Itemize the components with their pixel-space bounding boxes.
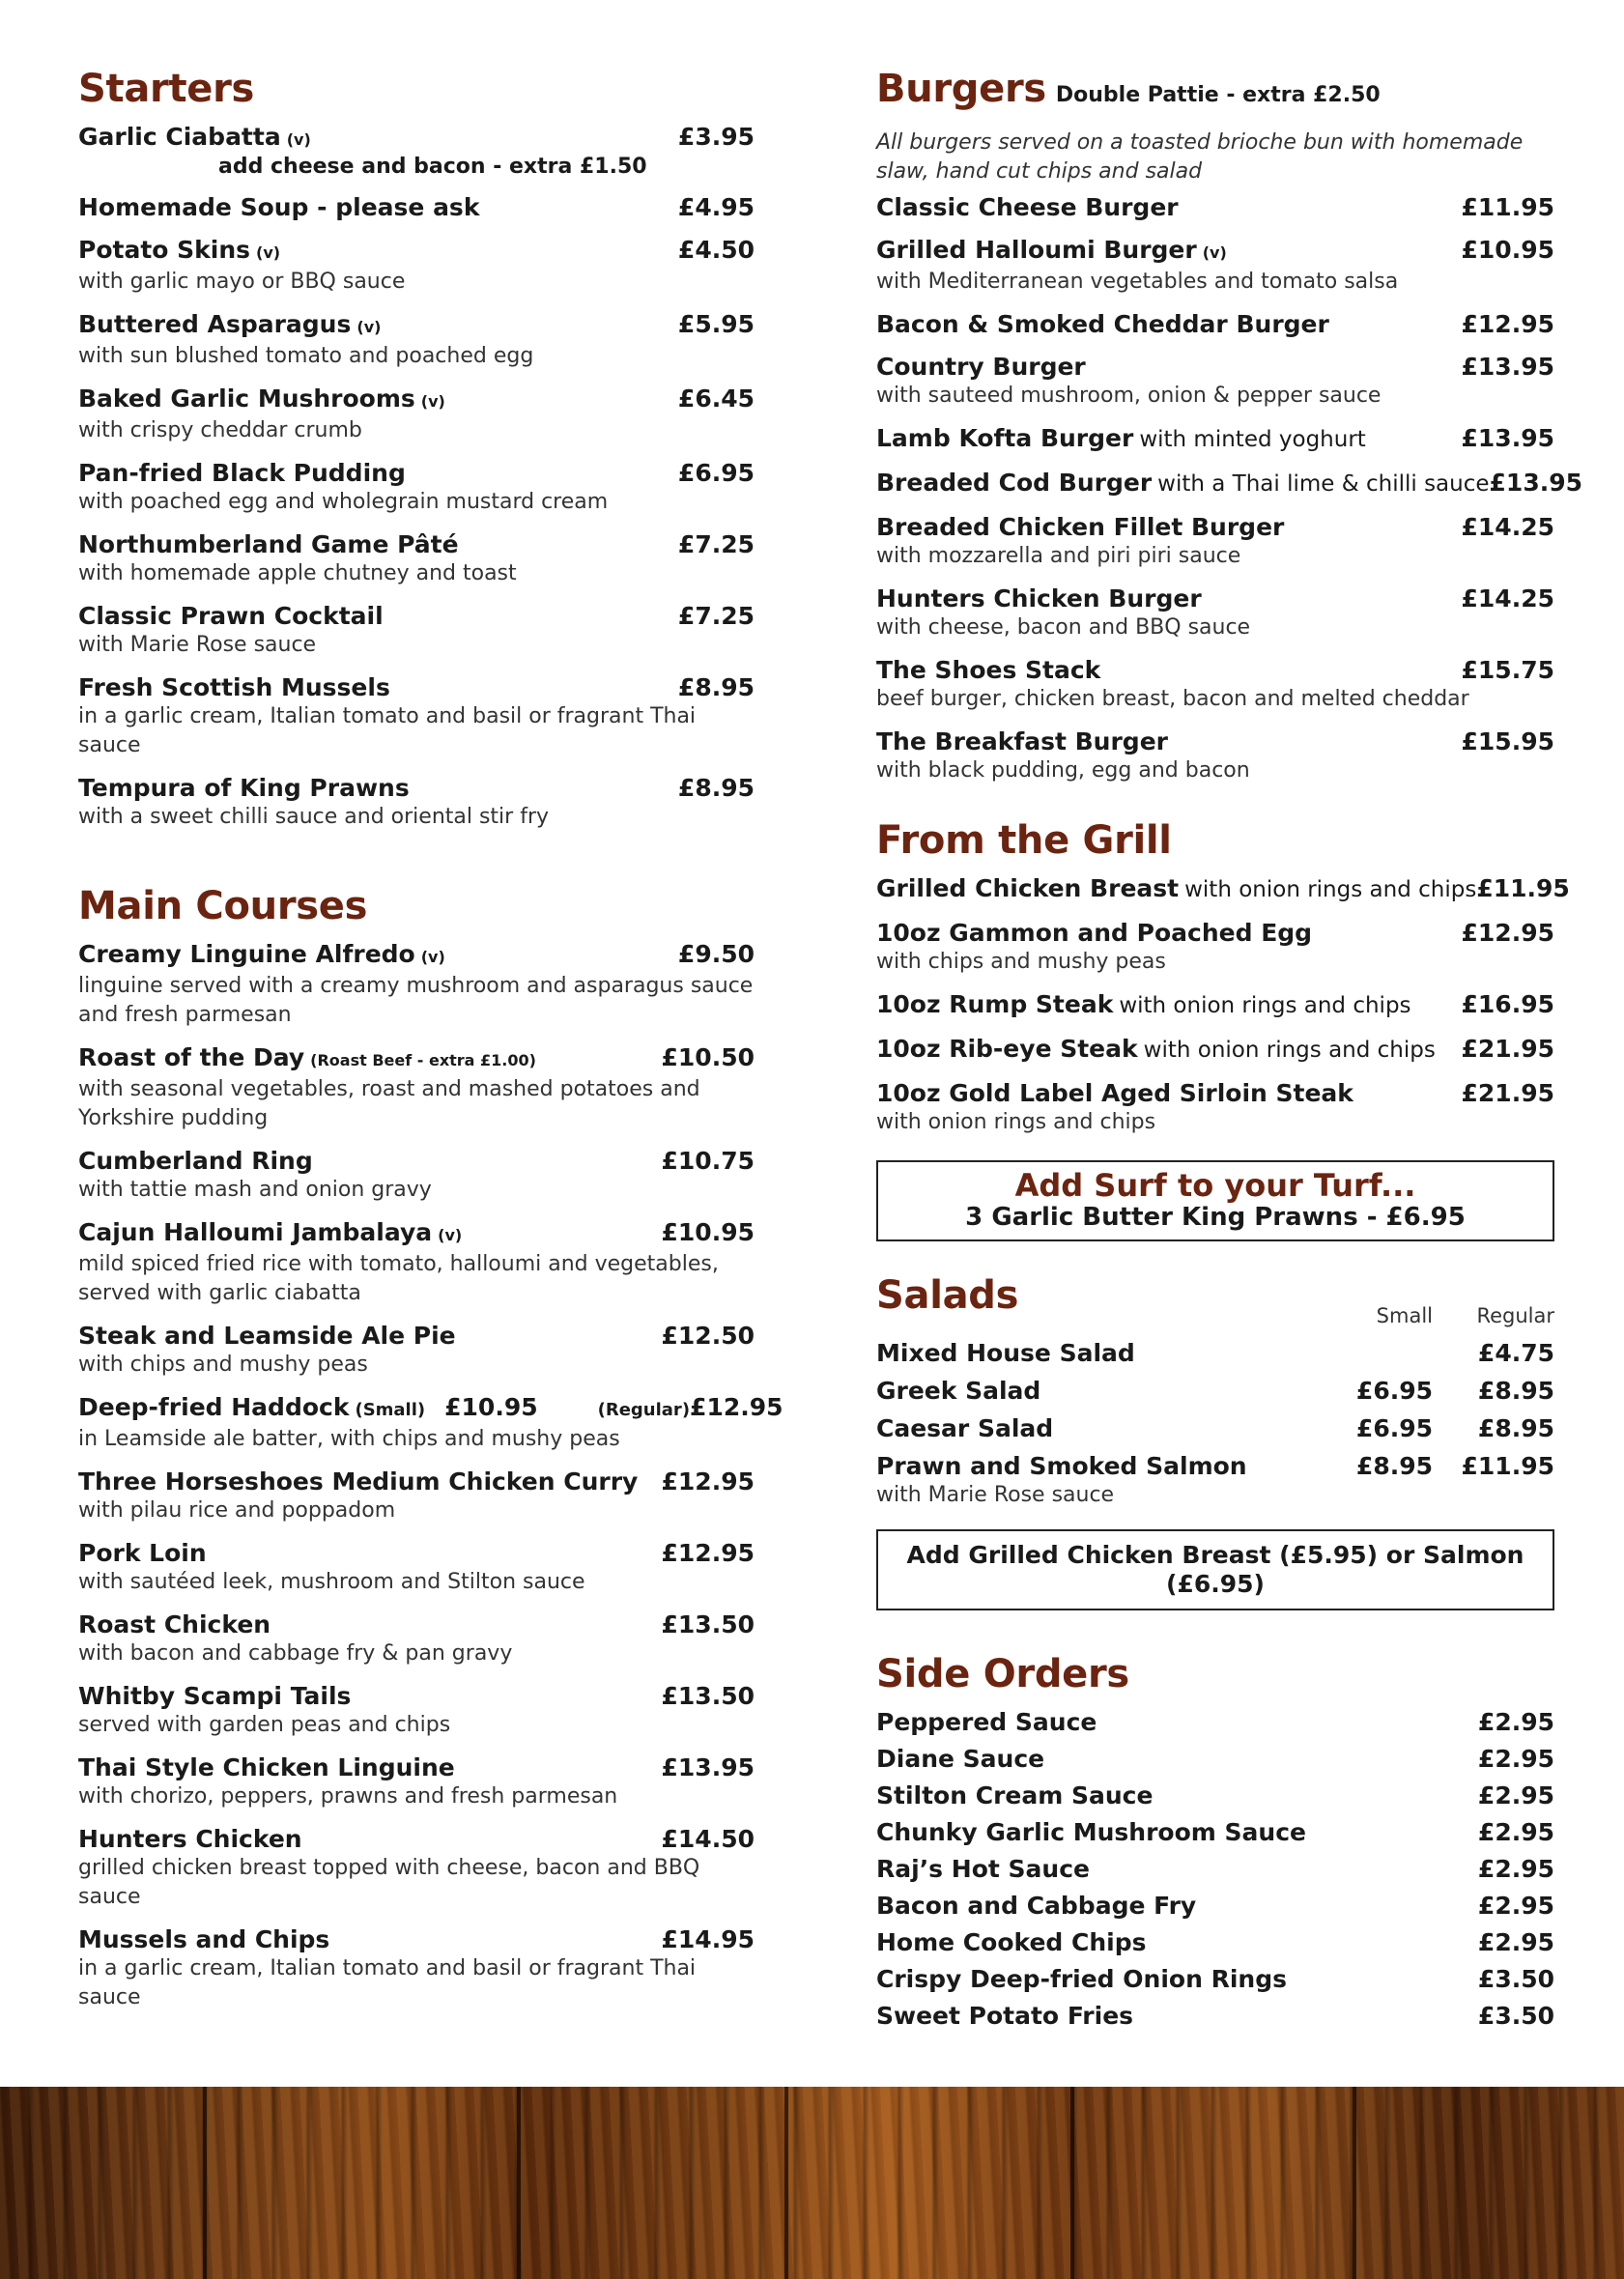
section-title-sides: Side Orders xyxy=(876,1652,1129,1696)
item-price: £13.95 xyxy=(1461,424,1554,452)
right-column xyxy=(876,60,1583,2037)
item-name: Mussels and Chips xyxy=(78,1925,330,1953)
menu-item xyxy=(876,235,1554,297)
item-name: Pork Loin xyxy=(78,1539,207,1567)
salad-small-price: £6.95 xyxy=(1355,1414,1433,1442)
salad-name: Caesar Salad xyxy=(876,1414,1054,1442)
burgers-subtitle: Double Pattie - extra £2.50 xyxy=(1055,83,1381,107)
item-price: £3.95 xyxy=(677,123,755,151)
item-price: £12.95 xyxy=(690,1393,784,1421)
side-price: £3.50 xyxy=(1477,2002,1554,2030)
item-price: £13.95 xyxy=(661,1753,755,1781)
menu-item-row xyxy=(78,192,755,222)
menu-item-row xyxy=(78,384,755,416)
menu-item-row xyxy=(78,939,755,972)
item-name: Potato Skins (v) xyxy=(78,236,281,264)
menu-item xyxy=(876,1078,1554,1137)
item-price: £8.95 xyxy=(677,774,755,802)
item-price: £12.95 xyxy=(661,1467,755,1496)
item-price: £14.95 xyxy=(661,1925,755,1953)
menu-item xyxy=(78,1681,755,1740)
side-price: £2.95 xyxy=(1477,1818,1554,1846)
menu-item xyxy=(78,1610,755,1668)
starters-list xyxy=(78,122,755,832)
item-desc: with pilau rice and poppadom xyxy=(78,1498,396,1523)
menu-item-row xyxy=(876,584,1554,613)
item-tag: (v) xyxy=(420,948,445,966)
item-desc: with chorizo, peppers, prawns and fresh parmesan xyxy=(78,1784,618,1809)
section-title-salads: Salads xyxy=(876,1273,1019,1318)
item-desc: with bacon and cabbage fry & pan gravy xyxy=(78,1641,513,1666)
side-name: Peppered Sauce xyxy=(876,1708,1097,1736)
menu-item xyxy=(78,1924,755,2012)
menu-item xyxy=(876,873,1570,905)
side-name: Home Cooked Chips xyxy=(876,1928,1147,1956)
item-price: £4.50 xyxy=(677,236,755,264)
side-name: Diane Sauce xyxy=(876,1745,1045,1773)
item-price: £4.95 xyxy=(677,193,755,221)
menu-item-row xyxy=(876,1078,1554,1108)
side-name: Raj’s Hot Sauce xyxy=(876,1855,1090,1883)
menu-item xyxy=(876,309,1554,339)
surf-title: Add Surf to your Turf... xyxy=(1014,1167,1416,1204)
menu-item-row xyxy=(78,458,755,488)
item-name: Buttered Asparagus (v) xyxy=(78,310,382,338)
item-note: add cheese and bacon - extra £1.50 xyxy=(218,155,647,179)
item-name: Breaded Chicken Fillet Burger xyxy=(876,513,1285,541)
item-desc: with onion rings and chips xyxy=(876,1110,1156,1134)
menu-item xyxy=(78,1752,755,1811)
menu-item-row xyxy=(78,1924,755,1954)
item-name: Steak and Leamside Ale Pie xyxy=(78,1322,456,1350)
burgers-title: Burgers xyxy=(876,67,1046,111)
side-item xyxy=(876,1891,1554,1921)
menu-item xyxy=(876,352,1554,411)
item-price: £6.45 xyxy=(677,385,755,413)
section-title-starters: Starters xyxy=(78,67,255,111)
item-inline-desc: with minted yoghurt xyxy=(1139,427,1366,452)
item-inline-desc: with onion rings and chips xyxy=(1184,877,1477,902)
menu-item xyxy=(876,192,1554,222)
item-name: Lamb Kofta Burger with minted yoghurt xyxy=(876,424,1366,452)
item-name: Breaded Cod Burger with a Thai lime & chilli sauce xyxy=(876,469,1490,497)
grill-section xyxy=(876,812,1570,1241)
menu-item-row xyxy=(876,1034,1554,1066)
menu-item xyxy=(78,601,755,660)
item-desc: beef burger, chicken breast, bacon and melted cheddar xyxy=(876,687,1469,711)
salad-row xyxy=(876,1338,1554,1368)
item-name: 10oz Gold Label Aged Sirloin Steak xyxy=(876,1079,1353,1107)
side-price: £2.95 xyxy=(1477,1928,1554,1956)
left-column xyxy=(78,60,784,2025)
item-desc: with crispy cheddar crumb xyxy=(78,418,362,442)
side-item xyxy=(876,1744,1554,1774)
item-name: Grilled Halloumi Burger (v) xyxy=(876,236,1227,264)
item-price: £11.95 xyxy=(1476,874,1570,902)
side-item xyxy=(876,2001,1554,2031)
item-desc: with sun blushed tomato and poached egg xyxy=(78,344,534,368)
surf-turf-box xyxy=(876,1160,1554,1241)
item-tag: (v) xyxy=(438,1226,463,1244)
menu-item-row xyxy=(78,1824,755,1854)
wood-footer-banner xyxy=(0,2087,1624,2279)
item-name: Grilled Chicken Breast with onion rings and chips xyxy=(876,874,1477,902)
item-price: £6.95 xyxy=(677,459,755,487)
side-item xyxy=(876,1854,1554,1884)
menu-item-row xyxy=(78,1610,755,1639)
item-price: £13.95 xyxy=(1461,353,1554,381)
item-price: £12.95 xyxy=(1461,310,1554,338)
item-desc: mild spiced fried rice with tomato, halloumi and vegetables, served with garlic ciabatta xyxy=(78,1252,719,1305)
menu-item-row xyxy=(78,1146,755,1176)
menu-item-row xyxy=(78,601,755,631)
item-name: Classic Prawn Cocktail xyxy=(78,602,384,630)
salad-item xyxy=(876,1376,1554,1406)
item-name: Classic Cheese Burger xyxy=(876,193,1179,221)
item-desc: grilled chicken breast topped with cheese, bacon and BBQ sauce xyxy=(78,1856,700,1909)
item-name: Homemade Soup - please ask xyxy=(78,193,480,221)
salad-name: Mixed House Salad xyxy=(876,1339,1135,1367)
menu-item-row xyxy=(876,423,1554,455)
salad-col-small: Small xyxy=(1376,1304,1433,1327)
burgers-list xyxy=(876,192,1583,785)
menu-item xyxy=(78,529,755,588)
item-name: Creamy Linguine Alfredo (v) xyxy=(78,940,445,968)
menu-item xyxy=(876,512,1554,571)
salad-regular-price: £8.95 xyxy=(1477,1377,1554,1405)
item-price: £7.25 xyxy=(677,530,755,558)
menu-item-haddock xyxy=(78,1392,784,1454)
menu-item xyxy=(78,1824,755,1912)
item-name: Tempura of King Prawns xyxy=(78,774,410,802)
item-name: The Breakfast Burger xyxy=(876,727,1168,755)
item-name: Northumberland Game Pâté xyxy=(78,530,459,558)
salads-list xyxy=(876,1338,1554,1510)
item-inline-desc: with onion rings and chips xyxy=(1143,1038,1436,1063)
menu-item-row xyxy=(876,309,1554,339)
menu-item-row xyxy=(78,1042,755,1075)
menu-item-row xyxy=(78,1752,755,1782)
menu-item-row xyxy=(78,1681,755,1711)
menu-item xyxy=(78,939,755,1030)
item-name: Fresh Scottish Mussels xyxy=(78,673,390,701)
item-desc: with Mediterranean vegetables and tomato salsa xyxy=(876,270,1399,294)
haddock-small-label: (Small) xyxy=(355,1400,426,1420)
salad-regular-price: £4.75 xyxy=(1477,1339,1554,1367)
haddock-small-price: £10.95 xyxy=(444,1393,538,1421)
item-price: £21.95 xyxy=(1461,1079,1554,1107)
starters-section xyxy=(78,60,755,832)
item-tag: (v) xyxy=(420,392,445,411)
item-price: £8.95 xyxy=(677,673,755,701)
item-name: Country Burger xyxy=(876,353,1086,381)
item-name: Pan-fried Black Pudding xyxy=(78,459,406,487)
salad-addon-box: Add Grilled Chicken Breast (£5.95) or Salmon (£6.95) xyxy=(876,1529,1554,1610)
menu-item xyxy=(78,672,755,760)
menu-item xyxy=(78,235,755,297)
item-desc: with poached egg and wholegrain mustard cream xyxy=(78,490,609,514)
item-price: £12.95 xyxy=(1461,919,1554,947)
item-desc: with sauteed mushroom, onion & pepper sauce xyxy=(876,384,1382,408)
menu-item xyxy=(78,1042,755,1133)
item-desc: with tattie mash and onion gravy xyxy=(78,1178,432,1202)
menu-item xyxy=(876,726,1554,785)
menu-item-row xyxy=(78,672,755,702)
menu-item-row xyxy=(78,529,755,559)
side-price: £2.95 xyxy=(1477,1781,1554,1809)
item-name: The Shoes Stack xyxy=(876,656,1101,684)
menu-item-row xyxy=(78,309,755,342)
item-name: 10oz Rump Steak with onion rings and chips xyxy=(876,990,1411,1018)
salad-col-regular: Regular xyxy=(1476,1304,1554,1327)
item-desc: in a garlic cream, Italian tomato and basil or fragrant Thai sauce xyxy=(78,1956,697,2009)
item-name: Hunters Chicken Burger xyxy=(876,584,1202,612)
salad-desc: with Marie Rose sauce xyxy=(876,1483,1115,1507)
burgers-intro: All burgers served on a toasted brioche bun with homemade slaw, hand cut chips and salad xyxy=(876,130,1524,184)
surf-line: 3 Garlic Butter King Prawns - £6.95 xyxy=(965,1203,1466,1232)
salad-small-price: £6.95 xyxy=(1355,1377,1433,1405)
item-desc: in a garlic cream, Italian tomato and basil or fragrant Thai sauce xyxy=(78,704,697,757)
item-desc: with black pudding, egg and bacon xyxy=(876,758,1250,783)
item-tag: (v) xyxy=(1202,243,1227,262)
menu-item-row xyxy=(78,1217,755,1250)
side-price: £2.95 xyxy=(1477,1708,1554,1736)
menu-item-row xyxy=(876,873,1570,905)
item-name: Bacon & Smoked Cheddar Burger xyxy=(876,310,1329,338)
item-name: Thai Style Chicken Linguine xyxy=(78,1753,455,1781)
item-inline-desc: with a Thai lime & chilli sauce xyxy=(1157,471,1490,497)
item-desc: served with garden peas and chips xyxy=(78,1713,451,1737)
side-item xyxy=(876,1707,1554,1737)
menu-item-row xyxy=(876,512,1554,542)
item-price: £15.75 xyxy=(1461,656,1554,684)
item-desc: linguine served with a creamy mushroom and asparagus sauce and fresh parmesan xyxy=(78,974,754,1027)
item-desc: with mozzarella and piri piri sauce xyxy=(876,544,1241,568)
item-price: £14.25 xyxy=(1461,513,1554,541)
item-name: Whitby Scampi Tails xyxy=(78,1682,352,1710)
item-price: £15.95 xyxy=(1461,727,1554,755)
salad-row xyxy=(876,1413,1554,1443)
menu-item-row xyxy=(876,989,1554,1021)
item-desc: with garlic mayo or BBQ sauce xyxy=(78,270,406,294)
menu-item xyxy=(78,1538,755,1597)
salad-item xyxy=(876,1338,1554,1368)
menu-item-row xyxy=(876,352,1554,382)
salad-item xyxy=(876,1451,1554,1510)
side-price: £2.95 xyxy=(1477,1855,1554,1883)
side-price: £3.50 xyxy=(1477,1965,1554,1993)
menu-item xyxy=(78,309,755,371)
section-title-grill: From the Grill xyxy=(876,818,1172,863)
item-price: £13.95 xyxy=(1489,469,1583,497)
menu-item xyxy=(876,468,1583,499)
menu-item-row xyxy=(78,122,755,155)
salad-row xyxy=(876,1376,1554,1406)
item-price: £10.95 xyxy=(661,1218,755,1246)
item-name: Roast Chicken xyxy=(78,1610,271,1638)
side-price: £2.95 xyxy=(1477,1892,1554,1920)
item-name: Cumberland Ring xyxy=(78,1147,313,1175)
menu-item-row xyxy=(78,1392,784,1425)
item-price: £9.50 xyxy=(677,940,755,968)
item-tag: (v) xyxy=(286,130,311,149)
section-title-burgers xyxy=(876,60,1554,125)
item-name: Baked Garlic Mushrooms (v) xyxy=(78,385,445,413)
item-price: £13.50 xyxy=(661,1682,755,1710)
menu-item-row xyxy=(876,235,1554,268)
item-price: £5.95 xyxy=(677,310,755,338)
item-price: £10.75 xyxy=(661,1147,755,1175)
side-item xyxy=(876,1964,1554,1994)
item-price: £16.95 xyxy=(1461,990,1554,1018)
grill-list xyxy=(876,873,1570,1137)
salads-section xyxy=(876,1267,1554,1610)
item-desc: with cheese, bacon and BBQ sauce xyxy=(876,615,1251,640)
item-name: Deep-fried Haddock (Small) £10.95 (Regular) xyxy=(78,1393,691,1421)
side-name: Sweet Potato Fries xyxy=(876,2002,1134,2030)
salad-item xyxy=(876,1413,1554,1443)
mains-section xyxy=(78,877,784,2012)
menu-item-row xyxy=(78,1538,755,1568)
salad-regular-price: £8.95 xyxy=(1477,1414,1554,1442)
item-desc: with chips and mushy peas xyxy=(876,950,1166,974)
menu-item xyxy=(78,122,755,180)
mains-list xyxy=(78,939,784,2012)
salad-small-price: £8.95 xyxy=(1355,1452,1433,1480)
side-name: Stilton Cream Sauce xyxy=(876,1781,1154,1809)
item-desc: with a sweet chilli sauce and oriental stir fry xyxy=(78,805,550,829)
burgers-section xyxy=(876,60,1583,785)
item-price: £10.50 xyxy=(661,1043,755,1071)
salad-regular-price: £11.95 xyxy=(1461,1452,1554,1480)
menu-item-row xyxy=(876,726,1554,756)
item-desc: in Leamside ale batter, with chips and mushy peas xyxy=(78,1427,620,1451)
item-name: Cajun Halloumi Jambalaya (v) xyxy=(78,1218,463,1246)
menu-item xyxy=(876,989,1554,1021)
menu-item xyxy=(78,773,755,832)
menu-item xyxy=(876,584,1554,642)
item-price: £14.50 xyxy=(661,1825,755,1853)
menu-item xyxy=(876,423,1554,455)
salad-name: Greek Salad xyxy=(876,1377,1041,1405)
menu-item xyxy=(78,384,755,445)
item-price: £11.95 xyxy=(1461,193,1554,221)
item-name: Roast of the Day (Roast Beef - extra £1.00) xyxy=(78,1043,536,1071)
menu-item xyxy=(876,918,1554,977)
side-item xyxy=(876,1817,1554,1847)
item-price: £21.95 xyxy=(1461,1035,1554,1063)
side-item xyxy=(876,1927,1554,1957)
menu-item-row xyxy=(78,773,755,803)
item-price: £12.50 xyxy=(661,1322,755,1350)
side-name: Bacon and Cabbage Fry xyxy=(876,1892,1197,1920)
menu-item xyxy=(876,655,1554,714)
menu-item xyxy=(78,1217,755,1308)
menu-item xyxy=(78,1467,755,1525)
item-desc: with Marie Rose sauce xyxy=(78,633,317,657)
item-price: £7.25 xyxy=(677,602,755,630)
item-price: £13.50 xyxy=(661,1610,755,1638)
item-name: Three Horseshoes Medium Chicken Curry xyxy=(78,1467,639,1496)
item-tag: (Roast Beef - extra £1.00) xyxy=(310,1051,536,1069)
item-desc: with seasonal vegetables, roast and mashed potatoes and Yorkshire pudding xyxy=(78,1077,700,1130)
section-title-mains: Main Courses xyxy=(78,884,368,928)
side-item xyxy=(876,1780,1554,1810)
item-desc: with homemade apple chutney and toast xyxy=(78,561,517,585)
item-name: 10oz Gammon and Poached Egg xyxy=(876,919,1313,947)
menu-item xyxy=(78,1146,755,1205)
item-name: 10oz Rib-eye Steak with onion rings and chips xyxy=(876,1035,1436,1063)
item-tag: (v) xyxy=(356,318,382,336)
item-tag: (v) xyxy=(256,243,281,262)
item-desc: with sautéed leek, mushroom and Stilton sauce xyxy=(78,1570,585,1594)
item-price: £14.25 xyxy=(1461,584,1554,612)
item-price: £10.95 xyxy=(1461,236,1554,264)
menu-item-row xyxy=(78,1467,755,1496)
item-name: Garlic Ciabatta (v) xyxy=(78,123,311,151)
haddock-regular-label: (Regular) xyxy=(597,1400,691,1420)
side-name: Crispy Deep-fried Onion Rings xyxy=(876,1965,1287,1993)
menu-item-row xyxy=(876,655,1554,685)
item-desc: with chips and mushy peas xyxy=(78,1353,368,1377)
side-name: Chunky Garlic Mushroom Sauce xyxy=(876,1818,1306,1846)
menu-item-row xyxy=(78,1321,755,1351)
item-price: £12.95 xyxy=(661,1539,755,1567)
salad-name: Prawn and Smoked Salmon xyxy=(876,1452,1247,1480)
menu-item xyxy=(78,458,755,517)
menu-item-row xyxy=(876,468,1583,499)
menu-item-row xyxy=(876,918,1554,948)
item-name: Hunters Chicken xyxy=(78,1825,302,1853)
sides-section xyxy=(876,1645,1554,2031)
menu-item-row xyxy=(78,235,755,268)
menu-item xyxy=(78,1321,755,1380)
item-inline-desc: with onion rings and chips xyxy=(1119,993,1411,1018)
menu-item xyxy=(78,192,755,222)
menu-item-row xyxy=(876,192,1554,222)
sides-list xyxy=(876,1707,1554,2031)
salad-row xyxy=(876,1451,1554,1481)
side-price: £2.95 xyxy=(1477,1745,1554,1773)
menu-item xyxy=(876,1034,1554,1066)
